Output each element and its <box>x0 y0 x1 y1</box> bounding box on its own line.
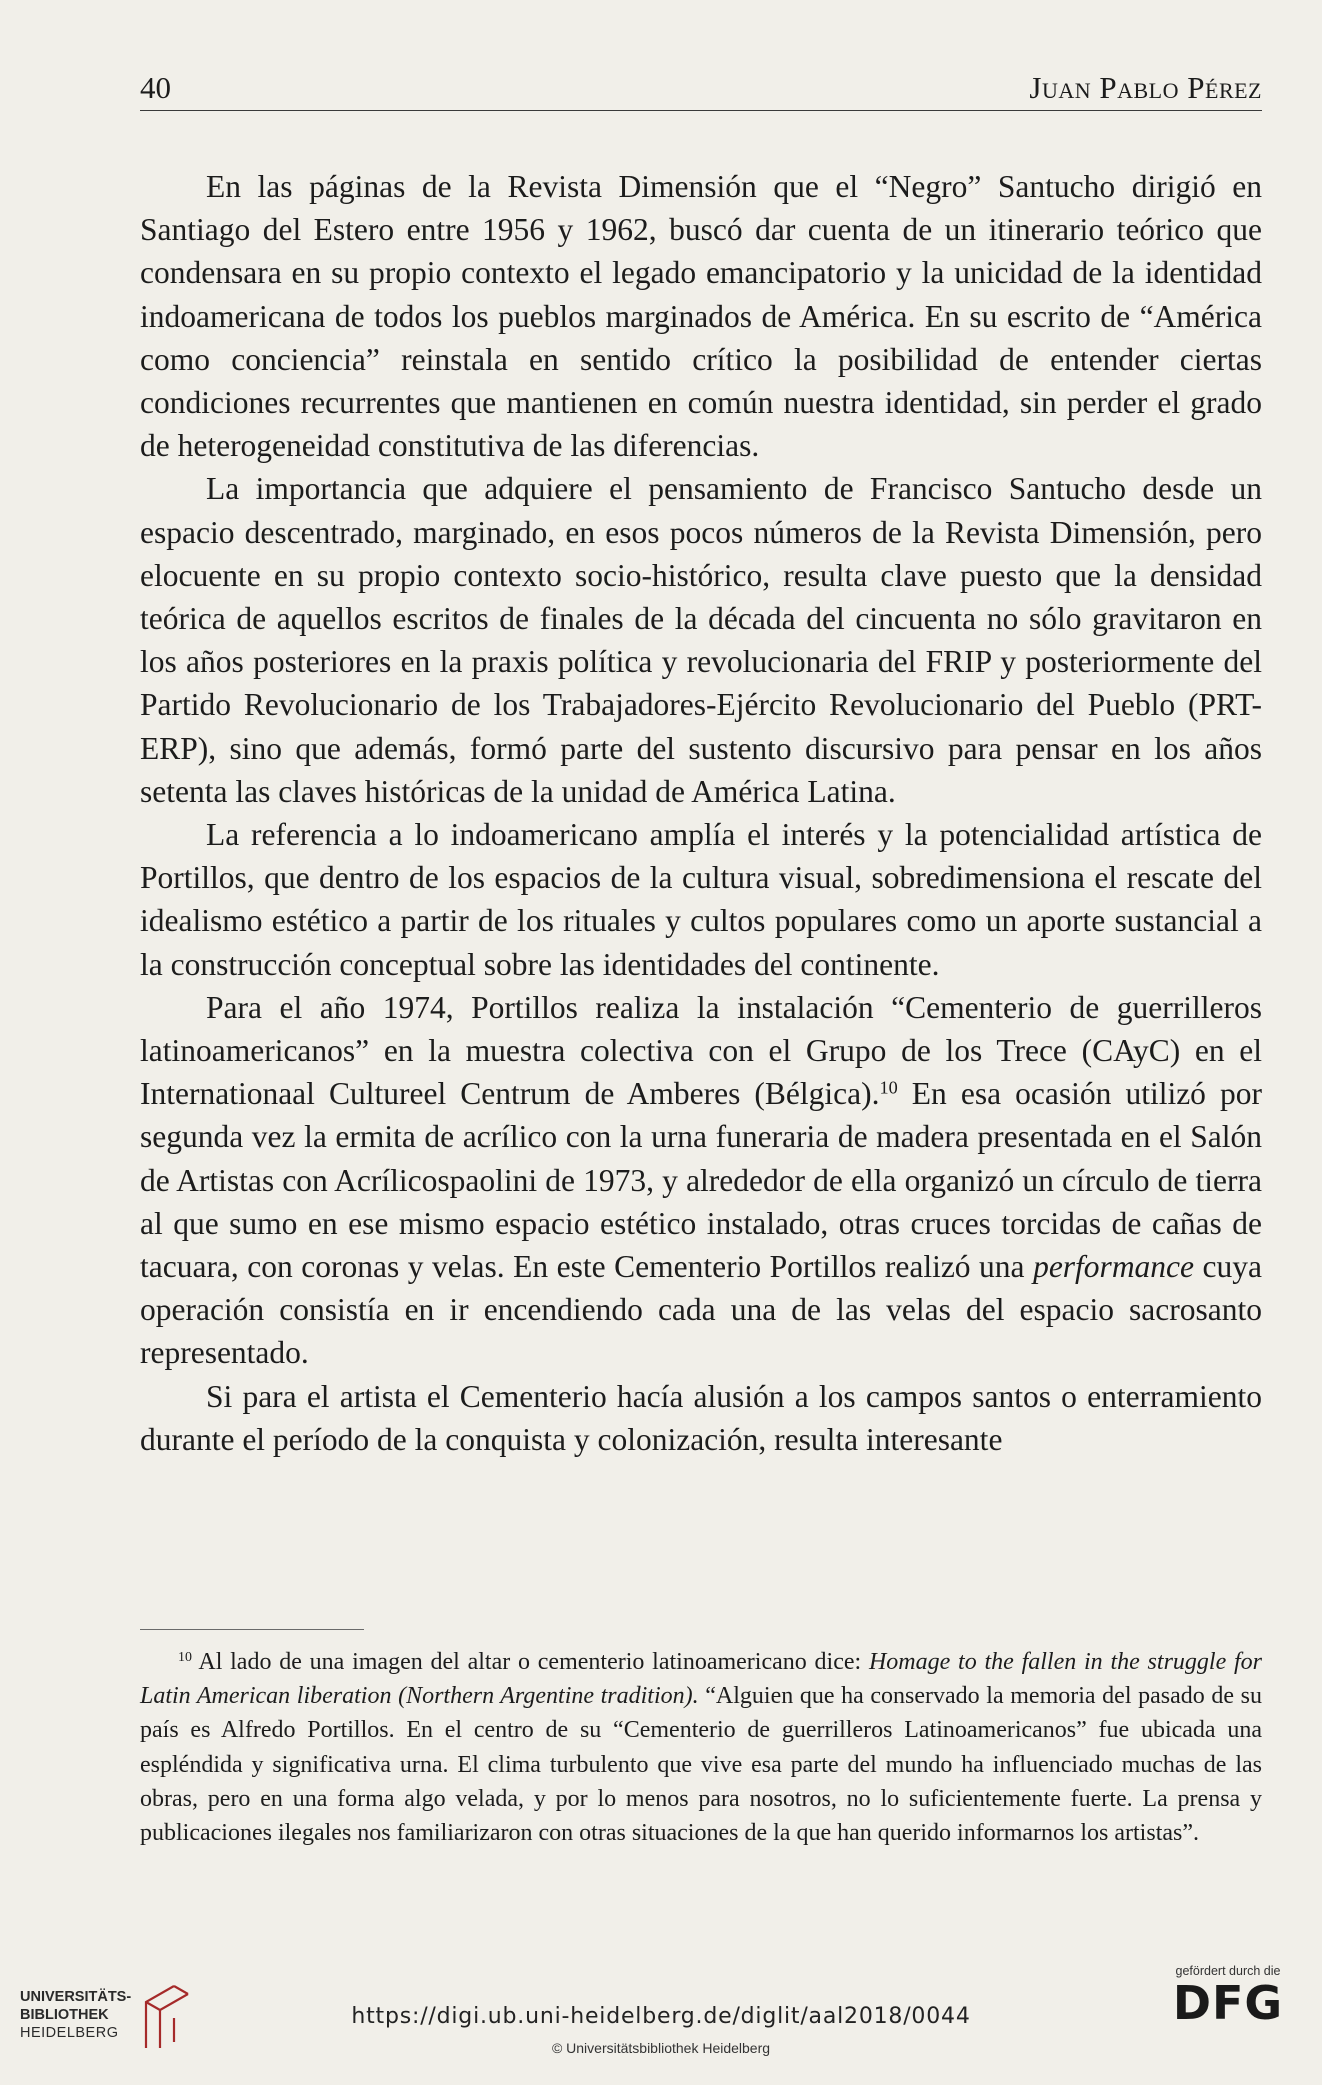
footnote-text: “Alguien que ha conservado la memoria del pasado de su país es Alfredo Portillos. En el centro de su “Cementerio de guerrilleros Latinoamericanos” fue ubicada una espléndida y significativa urna. El clima turbulento que vive esa parte del mundo ha influenciado muchas de las obras, pero en una forma algo velada, y por lo menos para nosotros, no lo suficientemente fuerte. La prensa y publicaciones ilegales nos familiarizaron con otras situaciones de la que han querido informarnos los artistas”. <box>140 1683 1262 1847</box>
page-header <box>140 68 1262 111</box>
footnote-text: Al lado de una imagen del altar o cementerio latinoamericano dice: <box>191 1649 869 1675</box>
running-head: Juan Pablo Pérez <box>1029 70 1262 105</box>
footnote-divider <box>140 1629 364 1630</box>
paragraph: La referencia a lo indoamericano amplía el interés y la potencialidad artística de Portillos, que dentro de los espacios de la cultura visual, sobredimensiona el rescate del idealismo estético a partir de los rituales y cultos populares como un aporte sustancial a la construcción conceptual sobre las identidades del continente. <box>140 817 1262 982</box>
footnote-number: 10 <box>178 1649 192 1665</box>
paragraph: La importancia que adquiere el pensamiento de Francisco Santucho desde un espacio descentrado, marginado, en esos pocos números de la Revista Dimensión, pero elocuente en su propio contexto socio-histórico, resulta clave puesto que la densidad teórica de aquellos escritos de finales de la década del cincuenta no sólo gravitaron en los años posteriores en la praxis política y revolucionaria del FRIP y posteriormente del Partido Revolucionario de los Trabajadores-Ejército Revolucionario del Pueblo (PRT-ERP), sino que además, formó parte del sustento discursivo para pensar en los años setenta las claves históricas de la unidad de América Latina. <box>140 471 1262 809</box>
body-text <box>140 165 1262 1461</box>
permalink-url[interactable]: https://digi.ub.uni-heidelberg.de/diglit/aal2018/0044 <box>351 2004 971 2029</box>
library-name-line: BIBLIOTHEK <box>20 2007 109 2023</box>
page-footer <box>0 1950 1322 2085</box>
library-name-line: HEIDELBERG <box>20 2025 119 2041</box>
funder-logo[interactable] <box>1168 1964 1288 2028</box>
page-number: 40 <box>140 70 171 105</box>
dfg-logo-icon: DFG <box>1172 1976 1284 2030</box>
paragraph <box>140 986 1262 1375</box>
library-name-line: UNIVERSITÄTS- <box>20 1989 132 2005</box>
footnote-italic: Homage to the fallen in the struggle for Latin American liberation (Northern Argentine tradition). <box>140 1649 1263 1710</box>
copyright-notice: © Universitätsbibliothek Heidelberg <box>551 2040 771 2056</box>
footnote-reference[interactable]: 10 <box>879 1077 898 1098</box>
paragraph-text: En esa ocasión utilizó por segunda vez la ermita de acrílico con la urna funeraria de madera presentada en el Salón de Artistas con Acrílicospaolini de 1973, y alrededor de ella organizó un círculo de tierra al que sumo en ese mismo espacio estético instalado, otras cruces torcidas de cañas de tacuara, con coronas y velas. En este Cementerio Portillos realizó una <box>140 1076 1262 1285</box>
footnote <box>140 1645 1262 1850</box>
italic-term: performance <box>1033 1249 1195 1285</box>
paragraph-text: Para el año 1974, Portillos realiza la instalación “Cementerio de guerrilleros latinoamericanos” en la muestra colectiva con el Grupo de los Trece (CAyC) en el Internationaal Cultureel Centrum de Amberes (Bélgica). <box>140 989 1262 1112</box>
paragraph: En las páginas de la Revista Dimensión que el “Negro” Santucho dirigió en Santiago del Estero entre 1956 y 1962, buscó dar cuenta de un itinerario teórico que condensara en su propio contexto el legado emancipatorio y la unicidad de la identidad indoamericana de todos los pueblos marginados de América. En su escrito de “América como conciencia” reinstala en sentido crítico la posibilidad de entender ciertas condiciones recurrentes que mantienen en común nuestra identidad, sin perder el grado de heterogeneidad constitutiva de las diferencias. <box>140 169 1262 464</box>
paragraph: Si para el artista el Cementerio hacía alusión a los campos santos o enterramiento durante el período de la conquista y colonización, resulta interesante <box>140 1378 1262 1457</box>
funder-note: gefördert durch die <box>1175 1964 1281 1978</box>
paragraph-text: cuya operación consistía en ir encendiendo cada una de las velas del espacio sacrosanto representado. <box>140 1249 1263 1371</box>
